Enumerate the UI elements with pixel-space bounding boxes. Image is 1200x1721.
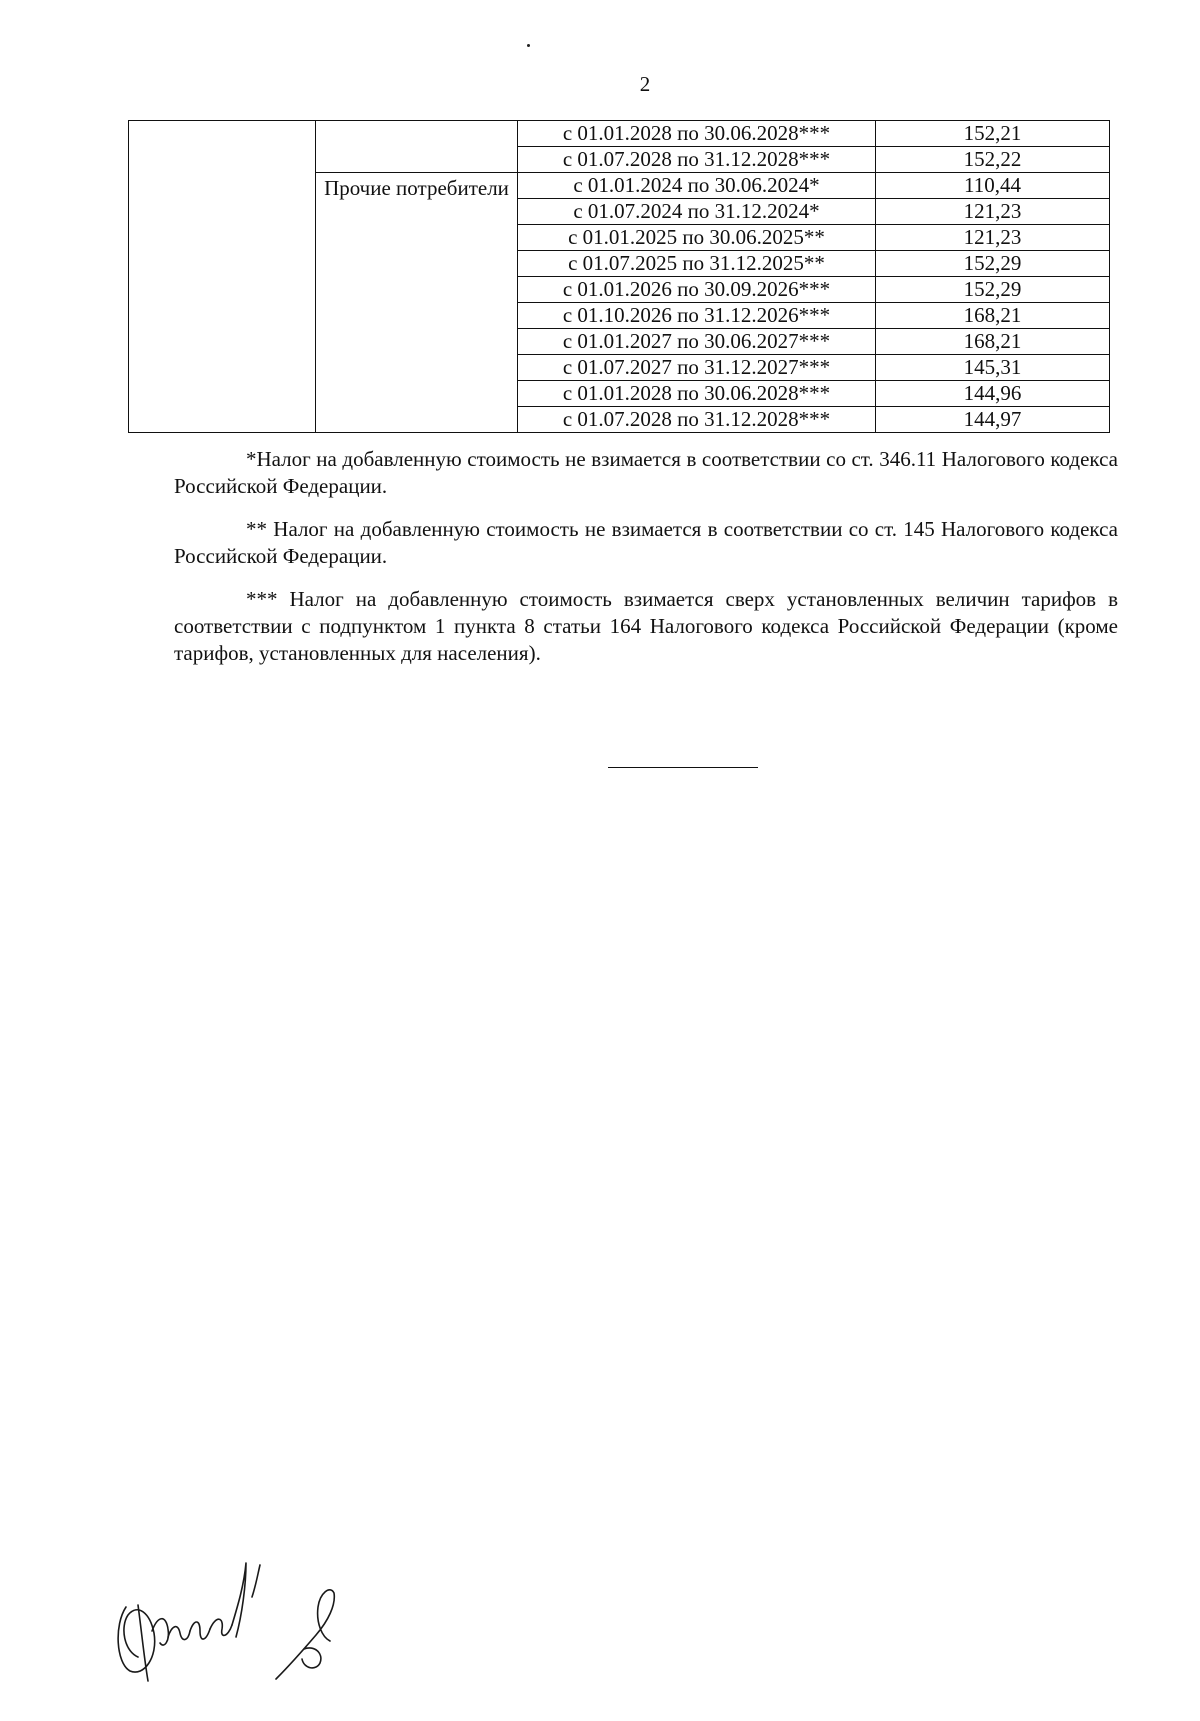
period-cell: с 01.01.2028 по 30.06.2028*** — [518, 381, 876, 407]
tariff-value-cell: 144,97 — [876, 407, 1110, 433]
tariff-value-cell: 144,96 — [876, 381, 1110, 407]
tariff-table — [128, 120, 1110, 433]
tariff-value-cell: 152,29 — [876, 251, 1110, 277]
scan-dot — [527, 44, 530, 47]
end-of-document-line — [608, 767, 758, 768]
page-number: 2 — [639, 72, 651, 96]
period-cell: с 01.01.2025 по 30.06.2025** — [518, 225, 876, 251]
footnote-vat-164: *** Налог на добавленную стоимость взимается сверх установленных величин тарифов в соответствии с подпунктом 1 пункта 8 статьи 164 Налогового кодекса Российской Федерации (кроме тарифов, установленных для населения). — [174, 587, 1118, 665]
tariff-value-cell: 152,22 — [876, 147, 1110, 173]
footnotes — [174, 446, 1118, 683]
period-cell: с 01.07.2028 по 31.12.2028*** — [518, 407, 876, 433]
period-cell: с 01.07.2028 по 31.12.2028*** — [518, 147, 876, 173]
period-cell: с 01.01.2024 по 30.06.2024* — [518, 173, 876, 199]
period-cell: с 01.01.2027 по 30.06.2027*** — [518, 329, 876, 355]
tariff-value-cell: 121,23 — [876, 199, 1110, 225]
footnote-vat-346: *Налог на добавленную стоимость не взимается в соответствии со ст. 346.11 Налогового кодекса Российской Федерации. — [174, 447, 1118, 498]
period-cell: с 01.01.2026 по 30.09.2026*** — [518, 277, 876, 303]
consumer-group-label: Прочие потребители — [316, 173, 518, 433]
tariff-value-cell: 110,44 — [876, 173, 1110, 199]
tariff-value-cell: 152,21 — [876, 121, 1110, 147]
handwritten-signature — [108, 1545, 368, 1700]
tariff-value-cell: 168,21 — [876, 303, 1110, 329]
signature-icon — [108, 1545, 368, 1695]
tariff-value-cell: 145,31 — [876, 355, 1110, 381]
blank-group-cell — [316, 121, 518, 173]
period-cell: с 01.10.2026 по 31.12.2026*** — [518, 303, 876, 329]
tariff-value-cell: 168,21 — [876, 329, 1110, 355]
period-cell: с 01.01.2028 по 30.06.2028*** — [518, 121, 876, 147]
period-cell: с 01.07.2024 по 31.12.2024* — [518, 199, 876, 225]
table-row — [129, 121, 1110, 147]
footnote-vat-145: ** Налог на добавленную стоимость не взимается в соответствии со ст. 145 Налогового кодекса Российской Федерации. — [174, 517, 1118, 568]
tariff-value-cell: 121,23 — [876, 225, 1110, 251]
period-cell: с 01.07.2025 по 31.12.2025** — [518, 251, 876, 277]
tariff-value-cell: 152,29 — [876, 277, 1110, 303]
blank-category-cell — [129, 121, 316, 433]
period-cell: с 01.07.2027 по 31.12.2027*** — [518, 355, 876, 381]
